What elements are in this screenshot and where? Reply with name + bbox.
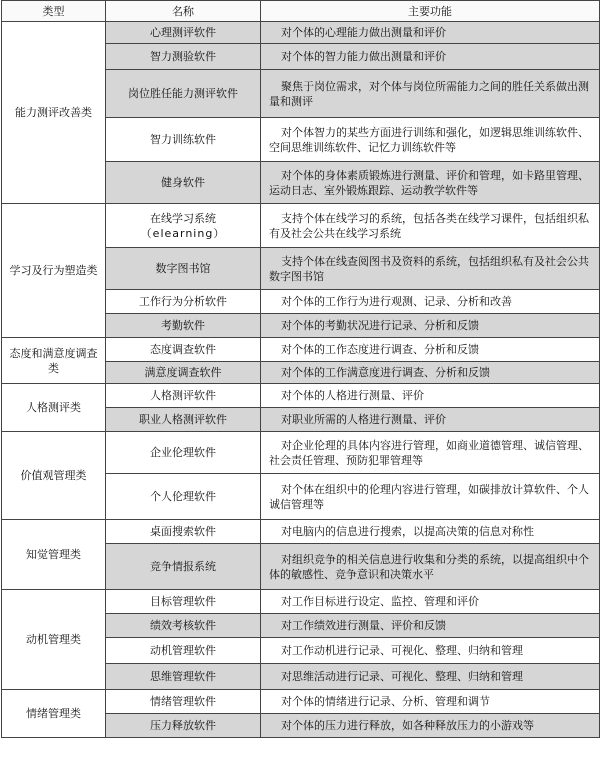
category-cell: 能力测评改善类 [2, 22, 106, 204]
software-function: 对电脑内的信息进行搜索，以提高决策的信息对称性 [261, 520, 600, 544]
software-name: 人格测评软件 [106, 384, 261, 408]
header-row [2, 1, 600, 22]
software-function: 对工作绩效进行测量、评价和反馈 [261, 614, 600, 638]
software-function: 对个体的考勤状况进行记录、分析和反馈 [261, 314, 600, 338]
category-cell: 情绪管理类 [2, 690, 106, 738]
table-body [2, 22, 600, 738]
software-name: 个人伦理软件 [106, 474, 261, 520]
software-name: 考勤软件 [106, 314, 261, 338]
table-row [2, 520, 600, 544]
software-function: 对个体的工作态度进行调查、分析和反馈 [261, 338, 600, 362]
software-name [106, 204, 261, 248]
software-name: 思维管理软件 [106, 664, 261, 690]
software-name: 健身软件 [106, 162, 261, 204]
software-function: 聚焦于岗位需求，对个体与岗位所需能力之间的胜任关系做出测量和测评 [261, 70, 600, 118]
software-function: 对个体的人格进行测量、评价 [261, 384, 600, 408]
software-function: 对个体在组织中的伦理内容进行管理，如碳排放计算软件、个人诚信管理等 [261, 474, 600, 520]
software-name: 动机管理软件 [106, 638, 261, 664]
category-cell: 学习及行为塑造类 [2, 204, 106, 338]
software-function: 对个体的身体素质锻炼进行测量、评价和管理，如卡路里管理、运动日志、室外锻炼跟踪、运动教学软件等 [261, 162, 600, 204]
software-name: 数字图书馆 [106, 248, 261, 290]
software-function: 对个体的情绪进行记录、分析、管理和调节 [261, 690, 600, 714]
software-name: 情绪管理软件 [106, 690, 261, 714]
software-name: 工作行为分析软件 [106, 290, 261, 314]
software-name: 满意度调查软件 [106, 362, 261, 384]
software-name: 智力训练软件 [106, 118, 261, 162]
category-cell: 知觉管理类 [2, 520, 106, 590]
software-name: 岗位胜任能力测评软件 [106, 70, 261, 118]
software-function: 对工作目标进行设定、监控、管理和评价 [261, 590, 600, 614]
table-row [2, 690, 600, 714]
table-row [2, 384, 600, 408]
software-function: 对组织竞争的相关信息进行收集和分类的系统，以提高组织中个体的敏感性、竞争意识和决策水平 [261, 544, 600, 590]
header-function: 主要功能 [261, 1, 600, 22]
software-function: 对职业所需的人格进行测量、评价 [261, 408, 600, 432]
software-function: 对个体的压力进行释放，如各种释放压力的小游戏等 [261, 714, 600, 738]
software-function: 对个体的心理能力做出测量和评价 [261, 22, 600, 44]
table-row [2, 338, 600, 362]
software-function: 对工作动机进行记录、可视化、整理、归纳和管理 [261, 638, 600, 664]
software-name: 压力释放软件 [106, 714, 261, 738]
software-name: 心理测评软件 [106, 22, 261, 44]
header-name: 名称 [106, 1, 261, 22]
software-function: 支持个体在线查阅图书及资料的系统，包括组织私有及社会公共数字图书馆 [261, 248, 600, 290]
software-name: 态度调查软件 [106, 338, 261, 362]
category-cell: 价值观管理类 [2, 432, 106, 520]
software-name-main: 在线学习系统 [150, 211, 216, 225]
software-function: 对企业伦理的具体内容进行管理，如商业道德管理、诚信管理、社会责任管理、预防犯罪管理等 [261, 432, 600, 474]
table-row [2, 204, 600, 248]
table-row [2, 22, 600, 44]
table-row [2, 590, 600, 614]
software-classification-table [1, 0, 600, 738]
software-name: 职业人格测评软件 [106, 408, 261, 432]
software-function: 对个体的工作行为进行观测、记录、分析和改善 [261, 290, 600, 314]
category-cell: 人格测评类 [2, 384, 106, 432]
software-name: 绩效考核软件 [106, 614, 261, 638]
software-name: 竞争情报系统 [106, 544, 261, 590]
table-row [2, 432, 600, 474]
software-function: 对个体智力的某些方面进行训练和强化，如逻辑思维训练软件、空间思维训练软件、记忆力训练软件等 [261, 118, 600, 162]
category-cell: 态度和满意度调查类 [2, 338, 106, 384]
software-function: 对思维活动进行记录、可视化、整理、归纳和管理 [261, 664, 600, 690]
header-type: 类型 [2, 1, 106, 22]
software-function: 对个体的工作满意度进行调查、分析和反馈 [261, 362, 600, 384]
software-name: 桌面搜索软件 [106, 520, 261, 544]
category-cell: 动机管理类 [2, 590, 106, 690]
software-name: 智力测验软件 [106, 44, 261, 70]
software-name-sub: （elearning） [140, 226, 226, 240]
software-function: 支持个体在线学习的系统，包括各类在线学习课件，包括组织私有及社会公共在线学习系统 [261, 204, 600, 248]
software-name: 目标管理软件 [106, 590, 261, 614]
software-function: 对个体的智力能力做出测量和评价 [261, 44, 600, 70]
software-name: 企业伦理软件 [106, 432, 261, 474]
